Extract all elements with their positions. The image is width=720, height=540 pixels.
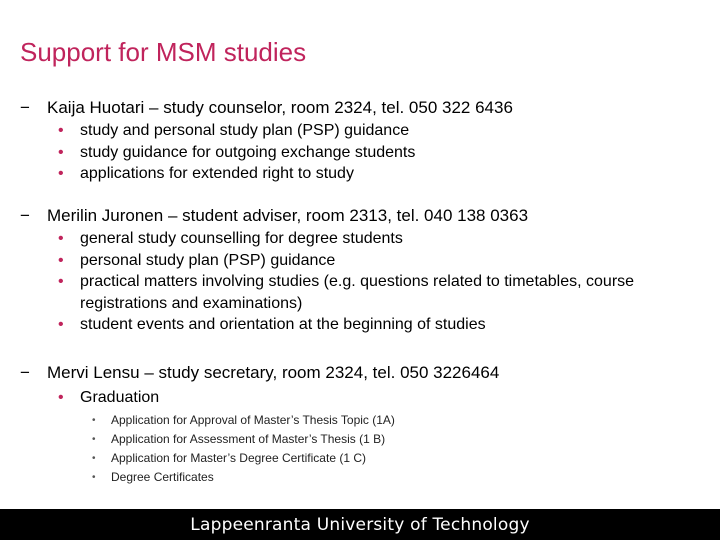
section-kaija-items [58,120,415,185]
list-item: • applications for extended right to study [58,163,415,185]
bullet-icon: • [58,389,64,406]
section-merilin-juronen [20,205,528,227]
list-item: • study and personal study plan (PSP) guidance [58,120,415,142]
section-mervi-items [58,387,159,409]
section-heading: Mervi Lensu – study secretary, room 2324, tel. 050 3226464 [47,363,500,382]
bullet-icon: • [58,251,64,269]
section-mervi-lensu [20,362,499,384]
list-item: • Degree Certificates [92,468,395,487]
bullet-icon: • [92,415,96,426]
list-item: • practical matters involving studies (e.g. questions related to timetables, course registrations and examinations) [58,273,635,312]
bullet-icon: • [58,230,64,247]
section-kaija-huotari [20,97,513,119]
section-merilin-items [58,228,660,336]
slide-title: Support for MSM studies [20,37,307,67]
bullet-icon: • [58,165,64,182]
bullet-icon: • [58,273,64,290]
list-item: • Application for Assessment of Master’s Thesis (1 B) [92,430,395,449]
section-heading: Merilin Juronen – student adviser, room 2313, tel. 040 138 0363 [47,206,529,225]
list-item: • study guidance for outgoing exchange students [58,142,415,164]
bullet-icon: • [92,434,96,445]
list-item: • student events and orientation at the beginning of studies [58,314,660,336]
bullet-icon: • [58,122,64,139]
list-item: • Application for Approval of Master’s Thesis Topic (1A) [92,411,395,430]
dash-marker: − [20,206,30,225]
list-item: • general study counselling for degree students [58,228,660,250]
bullet-icon: • [92,472,96,483]
footer-bar [0,509,720,540]
list-item: • personal study plan (PSP) guidance [58,250,660,272]
bullet-icon: • [92,453,96,464]
bullet-icon: • [58,316,64,333]
list-item: • Graduation [58,387,159,409]
graduation-subitems [92,411,395,487]
dash-marker: − [20,98,30,117]
dash-marker: − [20,363,30,382]
bullet-icon: • [58,143,64,161]
university-name: Lappeenranta University of Technology [190,515,530,535]
list-item: • Application for Master’s Degree Certificate (1 C) [92,449,395,468]
section-heading: Kaija Huotari – study counselor, room 2324, tel. 050 322 6436 [47,98,513,117]
